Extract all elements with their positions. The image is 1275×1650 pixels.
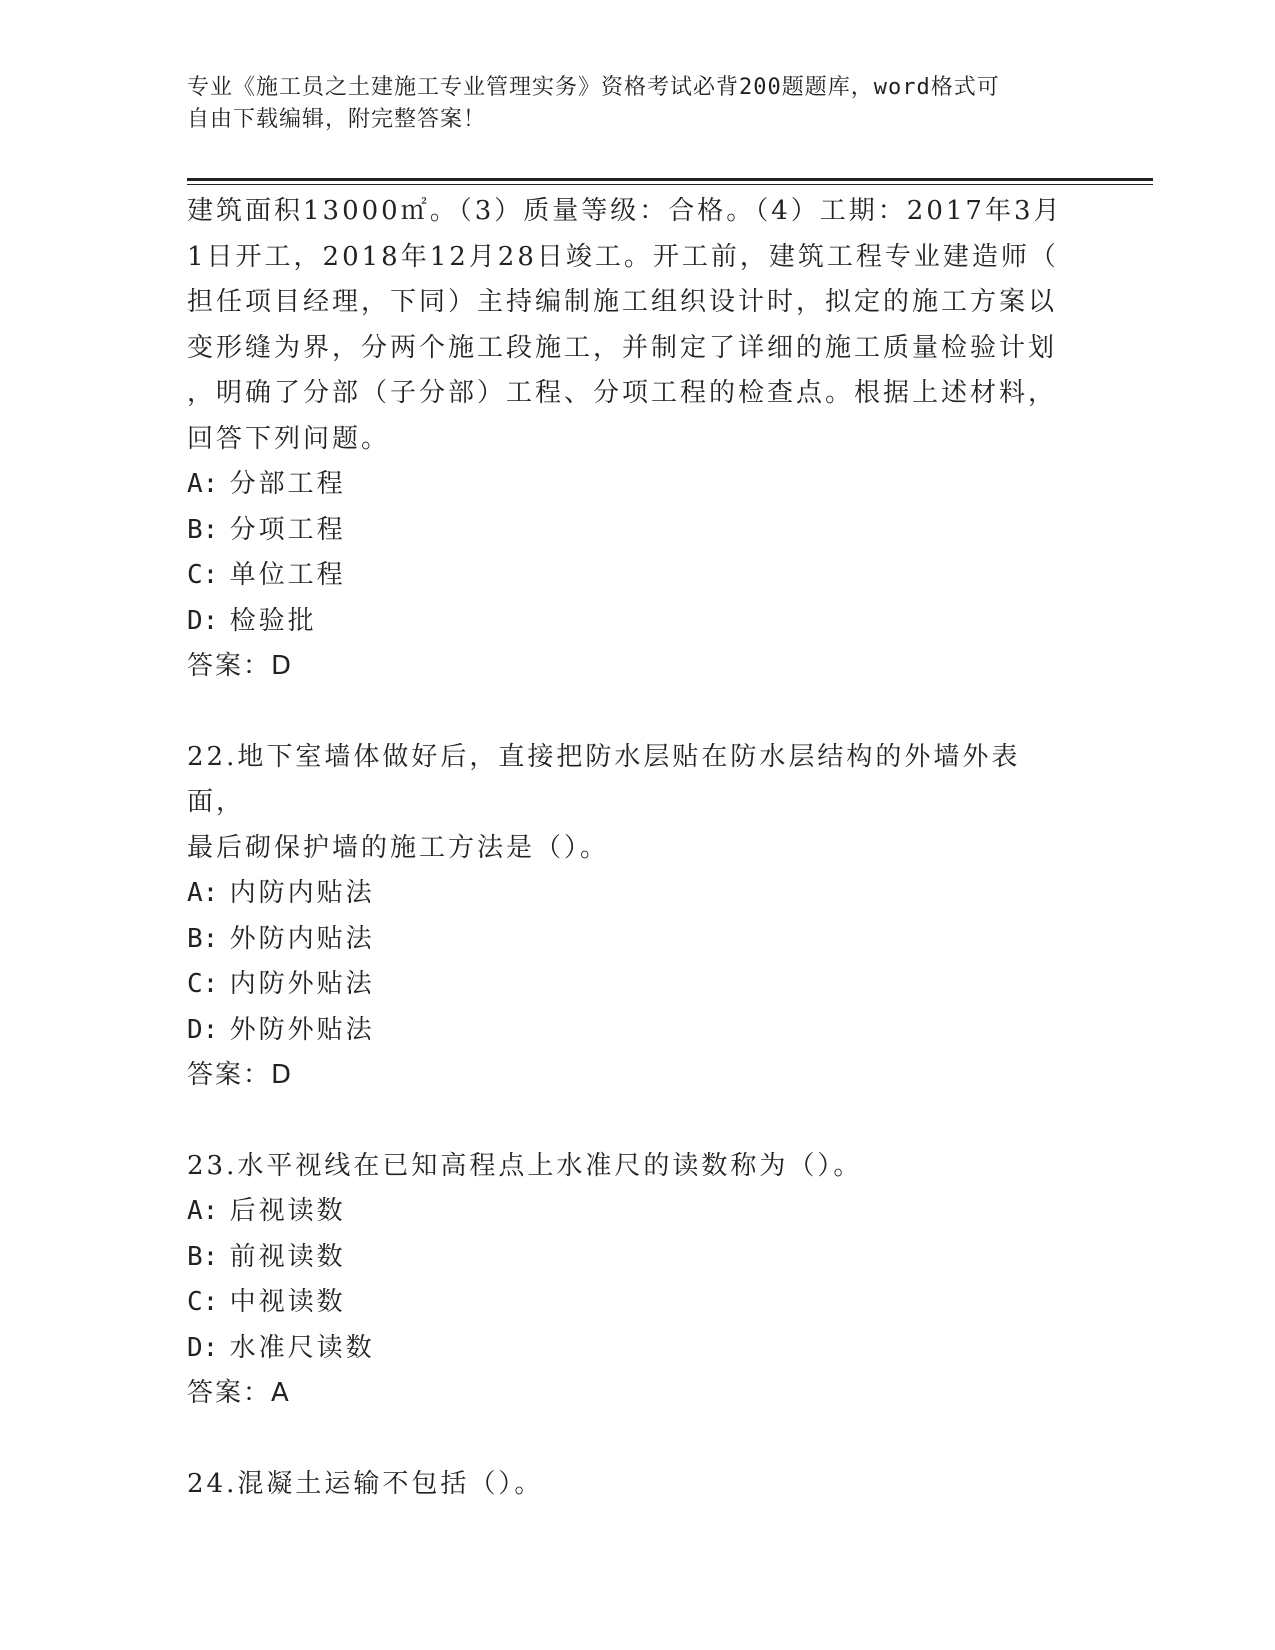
option-text: 前视读数 (229, 1241, 346, 1272)
question-22 (187, 735, 1067, 1099)
option-letter: C: (187, 560, 219, 590)
option-a (187, 462, 1067, 508)
option-letter: D: (187, 1014, 219, 1045)
document-body (187, 189, 1067, 1507)
option-text: 内防内贴法 (229, 878, 375, 908)
header-divider-thick (187, 178, 1153, 181)
option-b (187, 917, 1067, 963)
option-letter: A: (187, 469, 219, 499)
option-text: 外防外贴法 (229, 1014, 375, 1045)
question-text-line: 23.水平视线在已知高程点上水准尺的读数称为（）。 (187, 1150, 863, 1181)
document-header (187, 72, 1067, 136)
option-b (187, 1235, 1067, 1281)
answer-text: 答案：D (187, 651, 294, 681)
option-text: 外防内贴法 (229, 923, 375, 954)
option-letter: B: (187, 514, 219, 545)
option-letter: A: (187, 878, 219, 908)
option-letter: B: (187, 923, 219, 954)
option-letter: B: (187, 1241, 219, 1272)
header-divider-thin (187, 184, 1153, 185)
option-letter: A: (187, 1196, 219, 1226)
answer-text: 答案：D (187, 1060, 294, 1090)
option-c (187, 962, 1067, 1008)
option-text: 单位工程 (229, 560, 346, 590)
question-text-line: 建筑面积13000㎡。（3）质量等级：合格。（4）工期：2017年3月 (187, 196, 1063, 226)
option-letter: D: (187, 605, 219, 636)
option-text: 分项工程 (229, 514, 346, 545)
option-a (187, 871, 1067, 917)
option-text: 后视读数 (229, 1196, 346, 1226)
question-23 (187, 1144, 1067, 1417)
header-line-2: 自由下载编辑，附完整答案！ (187, 107, 487, 132)
question-text-line: 担任项目经理，下同）主持编制施工组织设计时，拟定的施工方案以 (187, 287, 1058, 317)
option-text: 分部工程 (229, 469, 346, 499)
question-text-line: 1日开工，2018年12月28日竣工。开工前，建筑工程专业建造师（ (187, 241, 1059, 272)
option-letter: C: (187, 1287, 219, 1317)
option-c (187, 553, 1067, 599)
option-text: 水准尺读数 (229, 1332, 375, 1363)
question-text-line: ，明确了分部（子分部）工程、分项工程的检查点。根据上述材料， (187, 378, 1058, 408)
option-text: 中视读数 (229, 1287, 346, 1317)
answer-text: 答案：A (187, 1378, 291, 1408)
question-21 (187, 189, 1067, 690)
option-a (187, 1189, 1067, 1235)
option-letter: C: (187, 969, 219, 999)
option-b (187, 508, 1067, 554)
question-text-line: 22.地下室墙体做好后，直接把防水层贴在防水层结构的外墙外表面， (187, 741, 1021, 817)
option-c (187, 1280, 1067, 1326)
question-text-line: 24.混凝土运输不包括（）。 (187, 1468, 544, 1499)
question-24 (187, 1462, 1067, 1508)
option-d (187, 1326, 1067, 1372)
option-text: 检验批 (229, 605, 317, 636)
question-text-line: 变形缝为界，分两个施工段施工，并制定了详细的施工质量检验计划 (187, 332, 1058, 363)
option-d (187, 599, 1067, 645)
option-text: 内防外贴法 (229, 969, 375, 999)
question-text-line: 最后砌保护墙的施工方法是（）。 (187, 832, 610, 863)
question-text-line: 回答下列问题。 (187, 423, 391, 454)
option-d (187, 1008, 1067, 1054)
header-line-1: 专业《施工员之土建施工专业管理实务》资格考试必背200题题库，word格式可 (187, 75, 1000, 100)
option-letter: D: (187, 1332, 219, 1363)
